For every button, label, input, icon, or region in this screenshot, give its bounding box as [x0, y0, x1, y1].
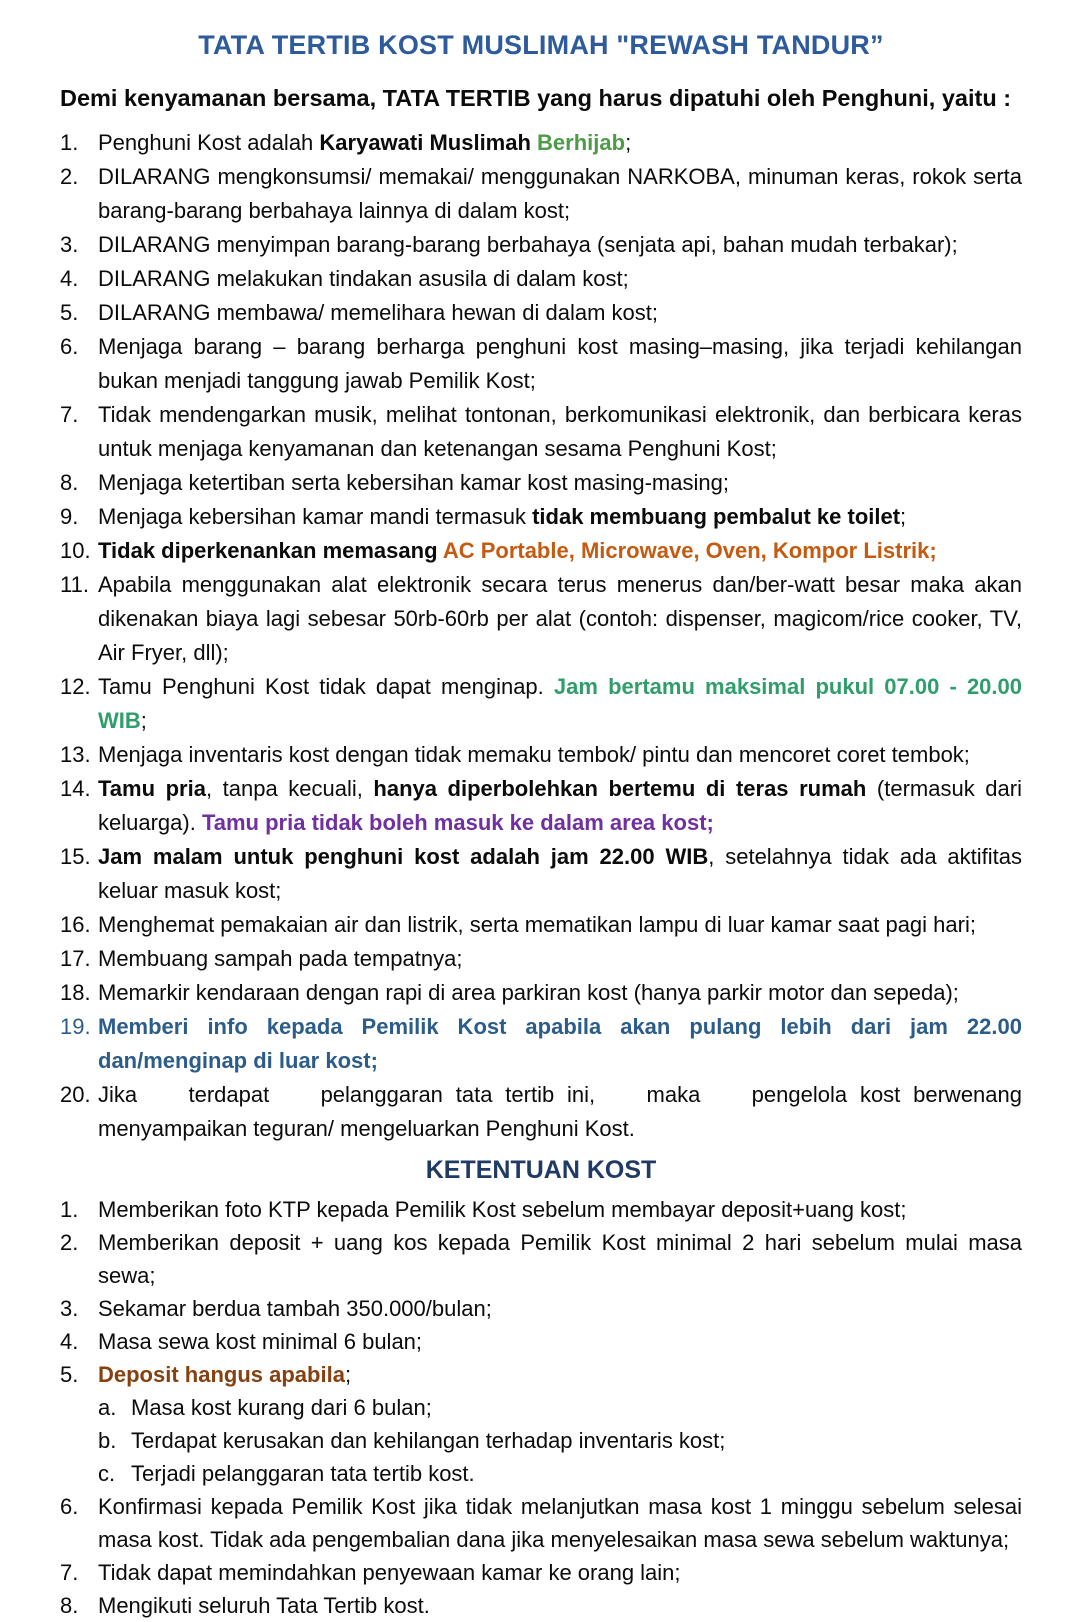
item-text [98, 1358, 1022, 1391]
text-run: Membuang sampah pada tempatnya; [98, 946, 463, 971]
item-number: 5. [60, 1362, 79, 1387]
text-run: DILARANG membawa/ memelihara hewan di dalam kost; [98, 300, 659, 325]
text-run: Terdapat kerusakan dan kehilangan terhadap inventaris kost; [131, 1428, 726, 1453]
text-run: DILARANG menyimpan barang-barang berbahaya (senjata api, bahan mudah terbakar); [98, 232, 958, 257]
list-item [60, 228, 1022, 262]
item-number: 4. [60, 266, 79, 291]
text-run: Tamu pria [98, 776, 206, 801]
list-item [60, 1193, 1022, 1226]
item-number: 1. [60, 1197, 79, 1222]
list-item [60, 840, 1022, 908]
item-number: 7. [60, 1560, 79, 1585]
text-run: Menjaga kebersihan kamar mandi termasuk [98, 504, 533, 529]
list-item [60, 1556, 1022, 1589]
sub-item-text [131, 1391, 1022, 1424]
text-run: Tidak dapat memindahkan penyewaan kamar ke orang lain; [98, 1560, 681, 1585]
sub-item-letter: a. [98, 1395, 117, 1420]
text-run: Tamu Penghuni Kost tidak dapat menginap. [98, 674, 554, 699]
item-number: 7. [60, 402, 79, 427]
text-run: DILARANG melakukan tindakan asusila di dalam kost; [98, 266, 629, 291]
item-number: 3. [60, 1296, 79, 1321]
item-number: 13. [60, 742, 91, 767]
ketentuan-list [60, 1193, 1022, 1622]
list-item [60, 738, 1022, 772]
list-item [60, 1325, 1022, 1358]
item-text [98, 772, 1022, 840]
list-item [60, 296, 1022, 330]
item-text [98, 1078, 1022, 1146]
list-item [60, 466, 1022, 500]
text-run: Apabila menggunakan alat elektronik secara terus menerus dan/ber-watt besar maka akan dikenakan biaya lagi sebesar 50rb-60rb per alat (contoh: dispenser, magicom/rice cooker, TV, Air Fryer, dll); [98, 572, 1022, 665]
item-text [98, 976, 1022, 1010]
list-item [60, 976, 1022, 1010]
text-run: Memberikan foto KTP kepada Pemilik Kost sebelum membayar deposit+uang kost; [98, 1197, 907, 1222]
item-text [98, 160, 1022, 228]
item-text [98, 840, 1022, 908]
text-run: Masa kost kurang dari 6 bulan; [131, 1395, 432, 1420]
text-run: AC Portable, Microwave, Oven, Kompor Listrik; [442, 538, 937, 563]
list-item [60, 1589, 1022, 1622]
text-run: Konfirmasi kepada Pemilik Kost jika tidak melanjutkan masa kost 1 minggu sebelum selesai masa kost. Tidak ada pengembalian dana jika menyelesaikan masa sewa sebelum waktunya; [98, 1494, 1022, 1552]
list-item [60, 1490, 1022, 1556]
item-text [98, 466, 1022, 500]
item-number: 6. [60, 334, 79, 359]
list-item [60, 398, 1022, 466]
document-title: TATA TERTIB KOST MUSLIMAH "REWASH TANDUR” [198, 30, 884, 60]
item-text [98, 670, 1022, 738]
ketentuan-heading: KETENTUAN KOST [425, 1156, 657, 1184]
text-run: Jika terdapat pelanggaran tata tertib ini, maka pengelola kost berwenang menyampaikan teguran/ mengeluarkan Penghuni Kost. [98, 1082, 1022, 1141]
text-run: , setelahnya tidak ada aktifitas keluar masuk kost; [98, 844, 1023, 903]
item-number: 17. [60, 946, 91, 971]
item-text [98, 330, 1022, 398]
text-run: Memarkir kendaraan dengan rapi di area parkiran kost (hanya parkir motor dan sepeda); [98, 980, 959, 1005]
item-text [98, 908, 1022, 942]
item-number: 8. [60, 1593, 79, 1618]
sub-item-letter: c. [98, 1461, 116, 1486]
item-text [98, 942, 1022, 976]
list-item [60, 942, 1022, 976]
list-item [60, 330, 1022, 398]
text-run: Memberi info kepada Pemilik Kost apabila akan pulang lebih dari jam 22.00 dan/menginap di luar kost; [98, 1014, 1022, 1073]
item-number: 3. [60, 232, 79, 257]
text-run: (termasuk dari keluarga). [98, 776, 1022, 835]
list-item [60, 1292, 1022, 1325]
text-run: Deposit hangus apabila [98, 1362, 345, 1387]
text-run: Tamu pria tidak boleh masuk ke dalam area kost; [201, 810, 714, 835]
text-run: Tidak mendengarkan musik, melihat tontonan, berkomunikasi elektronik, dan berbicara keras untuk menjaga kenyamanan dan ketenangan sesama Penghuni Kost; [98, 402, 1022, 461]
text-run: Jam bertamu maksimal pukul 07.00 - 20.00 WIB [98, 674, 1022, 733]
text-run: ; [344, 1362, 352, 1387]
list-item [60, 500, 1022, 534]
text-run: Memberikan deposit + uang kos kepada Pemilik Kost minimal 2 hari sebelum mulai masa sewa; [98, 1230, 1022, 1288]
text-run: Menjaga ketertiban serta kebersihan kamar kost masing-masing; [98, 470, 729, 495]
item-number: 4. [60, 1329, 79, 1354]
item-text [98, 1490, 1022, 1556]
item-number: 20. [60, 1082, 91, 1107]
list-item [60, 670, 1022, 738]
sub-list-item [98, 1424, 1022, 1457]
text-run: Menghemat pemakaian air dan listrik, serta mematikan lampu di luar kamar saat pagi hari; [98, 912, 976, 937]
text-run: Mengikuti seluruh Tata Tertib kost. [98, 1593, 430, 1618]
sub-list-item [98, 1457, 1022, 1490]
item-text [98, 1226, 1022, 1292]
item-number: 19. [60, 1014, 91, 1039]
text-run: Menjaga inventaris kost dengan tidak memaku tembok/ pintu dan mencoret coret tembok; [98, 742, 970, 767]
item-text [98, 228, 1022, 262]
item-text [98, 398, 1022, 466]
rules-list [60, 126, 1022, 1146]
item-number: 14. [60, 776, 91, 801]
sub-item-text [131, 1424, 1022, 1457]
text-run: Terjadi pelanggaran tata tertib kost. [131, 1461, 475, 1486]
text-run: tidak membuang pembalut ke toilet [532, 504, 901, 529]
list-item [60, 1078, 1022, 1146]
item-number: 5. [60, 300, 79, 325]
list-item [60, 772, 1022, 840]
item-text [98, 296, 1022, 330]
item-number: 2. [60, 164, 79, 189]
intro-paragraph: Demi kenyamanan bersama, TATA TERTIB yang harus dipatuhi oleh Penghuni, yaitu : [60, 85, 1012, 111]
item-number: 10. [60, 538, 91, 563]
sub-item-letter: b. [98, 1428, 117, 1453]
list-item [60, 126, 1022, 160]
text-run: hanya diperbolehkan bertemu di teras rumah [373, 776, 867, 801]
item-text [98, 1325, 1022, 1358]
text-run: Sekamar berdua tambah 350.000/bulan; [98, 1296, 492, 1321]
list-item [60, 262, 1022, 296]
text-run: , tanpa kecuali, [205, 776, 374, 801]
item-text [98, 1292, 1022, 1325]
item-number: 11. [60, 572, 89, 597]
item-text [98, 262, 1022, 296]
item-text [98, 1556, 1022, 1589]
item-number: 1. [60, 130, 79, 155]
item-text [98, 568, 1022, 670]
list-item [60, 1010, 1022, 1078]
item-text [98, 126, 1022, 160]
text-run: ; [900, 504, 907, 529]
item-text [98, 738, 1022, 772]
text-run: Tidak diperkenankan memasang [98, 538, 443, 563]
sub-list-item [98, 1391, 1022, 1424]
item-number: 2. [60, 1230, 79, 1255]
list-item [60, 908, 1022, 942]
list-item [60, 568, 1022, 670]
text-run: Berhijab [537, 130, 626, 155]
item-number: 12. [60, 674, 91, 699]
item-text [98, 500, 1022, 534]
text-run: Menjaga barang – barang berharga penghuni kost masing–masing, jika terjadi kehilangan bukan menjadi tanggung jawab Pemilik Kost; [98, 334, 1022, 393]
text-run: Penghuni Kost adalah [98, 130, 320, 155]
item-text [98, 1193, 1022, 1226]
text-run: Masa sewa kost minimal 6 bulan; [98, 1329, 423, 1354]
text-run: ; [140, 708, 147, 733]
list-item [60, 160, 1022, 228]
item-number: 16. [60, 912, 91, 937]
list-item [60, 1226, 1022, 1292]
text-run: DILARANG mengkonsumsi/ memakai/ menggunakan NARKOBA, minuman keras, rokok serta barang-barang berbahaya lainnya di dalam kost; [98, 164, 1022, 223]
item-number: 15. [60, 844, 91, 869]
list-item [60, 1358, 1022, 1391]
item-number: 8. [60, 470, 79, 495]
list-item [60, 534, 1022, 568]
item-number: 6. [60, 1494, 79, 1519]
item-text [98, 1010, 1022, 1078]
text-run: Jam malam untuk penghuni kost adalah jam 22.00 WIB [98, 844, 709, 869]
item-number: 9. [60, 504, 79, 529]
item-text [98, 534, 1022, 568]
sub-item-text [131, 1457, 1022, 1490]
item-number: 18. [60, 980, 91, 1005]
text-run: Karyawati Muslimah [319, 130, 538, 155]
item-text [98, 1589, 1022, 1622]
text-run: ; [625, 130, 632, 155]
